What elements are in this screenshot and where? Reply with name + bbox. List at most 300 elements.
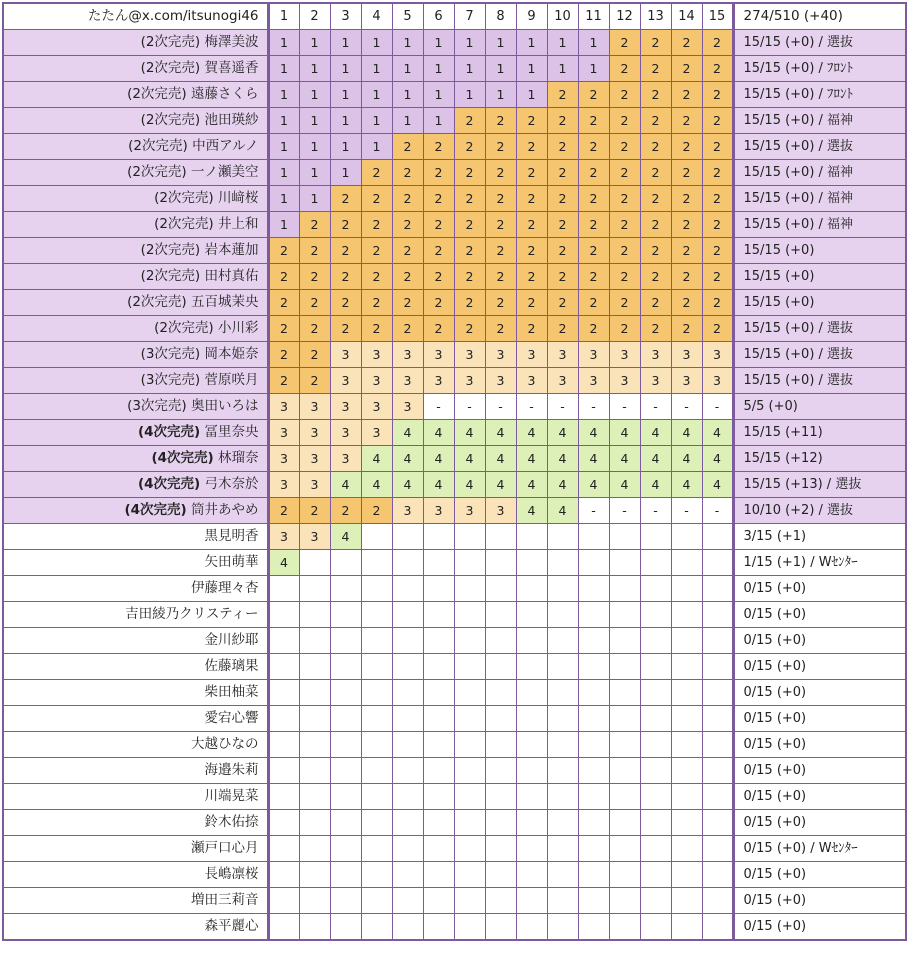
slot-cell: 1: [268, 212, 299, 238]
slot-cell: [268, 576, 299, 602]
slot-cell: 2: [640, 30, 671, 56]
slot-cell: [516, 550, 547, 576]
sold-out-label: (4次完売): [137, 476, 201, 492]
slot-cell: [640, 862, 671, 888]
slot-cell: 2: [547, 212, 578, 238]
slot-cell: [640, 732, 671, 758]
member-name: 矢田萌華: [204, 554, 259, 570]
column-header-11: 11: [578, 3, 609, 30]
table-row: [3, 498, 906, 524]
slot-cell: 2: [547, 82, 578, 108]
slot-cell: 3: [299, 472, 330, 498]
slot-cell: 4: [454, 472, 485, 498]
slot-cell: 1: [516, 82, 547, 108]
slot-cell: 2: [671, 290, 702, 316]
slot-cell: [423, 576, 454, 602]
slot-cell: 2: [609, 134, 640, 160]
slot-cell: 3: [361, 420, 392, 446]
slot-cell: [578, 550, 609, 576]
slot-cell: [392, 758, 423, 784]
slot-cell: 2: [454, 186, 485, 212]
slot-cell: [361, 628, 392, 654]
slot-cell: [640, 706, 671, 732]
member-name-cell: [3, 732, 268, 758]
slot-cell: -: [423, 394, 454, 420]
slot-cell: 1: [268, 186, 299, 212]
header-row: [3, 3, 906, 30]
slot-cell: 3: [299, 420, 330, 446]
slot-cell: 1: [578, 30, 609, 56]
slot-cell: [578, 810, 609, 836]
member-name-cell: [3, 680, 268, 706]
slot-cell: [299, 706, 330, 732]
slot-cell: [392, 628, 423, 654]
slot-cell: 2: [454, 290, 485, 316]
column-header-2: 2: [299, 3, 330, 30]
member-name: 田村真佑: [204, 268, 259, 284]
slot-cell: [640, 628, 671, 654]
slot-cell: [702, 550, 733, 576]
slot-cell: [454, 706, 485, 732]
slot-cell: -: [516, 394, 547, 420]
member-stat: 15/15 (+0): [733, 238, 906, 264]
slot-cell: 2: [330, 498, 361, 524]
slot-cell: 1: [330, 160, 361, 186]
slot-cell: [330, 576, 361, 602]
slot-cell: 4: [454, 420, 485, 446]
slot-cell: 4: [702, 446, 733, 472]
slot-cell: 1: [330, 134, 361, 160]
slot-cell: 2: [671, 316, 702, 342]
slot-cell: [423, 810, 454, 836]
table-row: [3, 628, 906, 654]
slot-cell: 1: [485, 30, 516, 56]
slot-cell: [609, 576, 640, 602]
slot-cell: 1: [454, 30, 485, 56]
slot-cell: [547, 758, 578, 784]
member-name-cell: [3, 342, 268, 368]
slot-cell: [671, 602, 702, 628]
slot-cell: 2: [702, 264, 733, 290]
slot-cell: 2: [516, 212, 547, 238]
slot-cell: 2: [485, 212, 516, 238]
slot-cell: 2: [330, 238, 361, 264]
member-stat: 15/15 (+0) / 福神: [733, 108, 906, 134]
slot-cell: [361, 914, 392, 941]
table-row: [3, 394, 906, 420]
column-header-9: 9: [516, 3, 547, 30]
slot-cell: 2: [330, 290, 361, 316]
slot-cell: [330, 732, 361, 758]
slot-cell: 2: [578, 82, 609, 108]
slot-cell: 4: [516, 498, 547, 524]
slot-cell: [578, 706, 609, 732]
slot-cell: 2: [392, 186, 423, 212]
slot-cell: -: [702, 394, 733, 420]
slot-cell: 4: [671, 446, 702, 472]
slot-cell: 3: [640, 368, 671, 394]
table-row: [3, 420, 906, 446]
slot-cell: 2: [671, 186, 702, 212]
slot-cell: 1: [361, 82, 392, 108]
slot-cell: [702, 706, 733, 732]
table-row: [3, 550, 906, 576]
slot-cell: [392, 810, 423, 836]
slot-cell: [609, 810, 640, 836]
slot-cell: [361, 862, 392, 888]
member-name: 梅澤美波: [204, 34, 259, 50]
slot-cell: [392, 836, 423, 862]
slot-cell: 2: [330, 186, 361, 212]
slot-cell: 2: [640, 160, 671, 186]
slot-cell: 2: [578, 212, 609, 238]
slot-cell: 3: [423, 498, 454, 524]
slot-cell: 2: [330, 212, 361, 238]
sold-out-label: (2次完売): [154, 190, 214, 206]
slot-cell: [578, 654, 609, 680]
slot-cell: [516, 914, 547, 941]
member-stat: 0/15 (+0): [733, 758, 906, 784]
slot-cell: [268, 836, 299, 862]
member-stat: 0/15 (+0): [733, 732, 906, 758]
member-name: 金川紗耶: [204, 632, 259, 648]
slot-cell: [702, 810, 733, 836]
slot-cell: 3: [392, 394, 423, 420]
slot-cell: [299, 784, 330, 810]
slot-cell: 2: [547, 108, 578, 134]
member-name: 中西アルノ: [192, 138, 259, 154]
table-row: [3, 654, 906, 680]
table-row: [3, 758, 906, 784]
slot-cell: 2: [454, 316, 485, 342]
slot-cell: 3: [423, 368, 454, 394]
slot-cell: 3: [330, 368, 361, 394]
table-row: [3, 238, 906, 264]
slot-cell: [299, 758, 330, 784]
slot-cell: [392, 784, 423, 810]
slot-cell: 2: [640, 108, 671, 134]
slot-cell: 2: [268, 238, 299, 264]
table-row: [3, 290, 906, 316]
slot-cell: 2: [609, 186, 640, 212]
slot-cell: 4: [392, 420, 423, 446]
slot-cell: 4: [578, 472, 609, 498]
member-stat: 15/15 (+0) / ﾌﾛﾝﾄ: [733, 56, 906, 82]
slot-cell: [299, 862, 330, 888]
column-header-4: 4: [361, 3, 392, 30]
member-name: 賀喜遥香: [204, 60, 259, 76]
slot-cell: 2: [268, 316, 299, 342]
slot-cell: [423, 524, 454, 550]
member-stat: 0/15 (+0): [733, 862, 906, 888]
slot-cell: [330, 836, 361, 862]
slot-cell: 1: [516, 56, 547, 82]
slot-cell: 1: [299, 108, 330, 134]
member-name: 池田瑛紗: [204, 112, 259, 128]
slot-cell: [485, 628, 516, 654]
slot-cell: [361, 836, 392, 862]
slot-cell: 2: [702, 56, 733, 82]
member-name: 菅原咲月: [204, 372, 259, 388]
slot-cell: 2: [702, 238, 733, 264]
slot-cell: -: [702, 498, 733, 524]
slot-cell: 1: [423, 30, 454, 56]
slot-cell: [609, 524, 640, 550]
sold-out-label: (4次完売): [151, 450, 214, 466]
column-header-8: 8: [485, 3, 516, 30]
slot-cell: [578, 914, 609, 941]
slot-cell: 3: [423, 342, 454, 368]
member-name: 小川彩: [218, 320, 259, 336]
slot-cell: 2: [671, 134, 702, 160]
slot-cell: [516, 888, 547, 914]
slot-cell: [609, 550, 640, 576]
table-row: [3, 472, 906, 498]
slot-cell: [671, 576, 702, 602]
table-row: [3, 576, 906, 602]
slot-cell: 2: [330, 264, 361, 290]
slot-cell: 2: [299, 212, 330, 238]
slot-cell: 2: [578, 238, 609, 264]
slot-cell: 2: [702, 316, 733, 342]
slot-cell: [578, 784, 609, 810]
slot-cell: [547, 888, 578, 914]
slot-cell: 2: [361, 498, 392, 524]
slot-cell: 4: [609, 446, 640, 472]
slot-cell: 3: [578, 342, 609, 368]
sold-out-label: (2次完売): [127, 86, 187, 102]
slot-cell: -: [671, 394, 702, 420]
slot-cell: 4: [268, 550, 299, 576]
slot-cell: [361, 524, 392, 550]
slot-cell: [423, 888, 454, 914]
member-name: 奥田いろは: [191, 398, 259, 414]
member-stat: 15/15 (+0) / 選抜: [733, 342, 906, 368]
member-stat: 0/15 (+0): [733, 680, 906, 706]
slot-cell: 2: [547, 186, 578, 212]
slot-cell: 3: [268, 524, 299, 550]
slot-cell: [547, 706, 578, 732]
slot-cell: [609, 888, 640, 914]
member-name-cell: [3, 654, 268, 680]
slot-cell: [578, 524, 609, 550]
slot-cell: 2: [361, 238, 392, 264]
slot-cell: 2: [423, 238, 454, 264]
slot-cell: 3: [392, 368, 423, 394]
column-header-12: 12: [609, 3, 640, 30]
column-header-14: 14: [671, 3, 702, 30]
slot-cell: -: [578, 498, 609, 524]
member-name: 海邉朱莉: [204, 762, 259, 778]
slot-cell: [361, 602, 392, 628]
member-stat: 15/15 (+0) / 選抜: [733, 30, 906, 56]
member-stat: 15/15 (+0) / 選抜: [733, 134, 906, 160]
slot-cell: [299, 888, 330, 914]
slot-cell: 3: [485, 368, 516, 394]
slot-cell: 2: [702, 134, 733, 160]
sold-out-label: (2次完売): [140, 112, 201, 128]
slot-cell: [609, 602, 640, 628]
slot-cell: [516, 628, 547, 654]
slot-cell: 3: [547, 368, 578, 394]
slot-cell: 1: [361, 108, 392, 134]
slot-cell: [578, 576, 609, 602]
slot-cell: -: [640, 498, 671, 524]
slot-cell: 2: [361, 290, 392, 316]
slot-cell: 3: [299, 394, 330, 420]
slot-cell: 1: [268, 160, 299, 186]
member-name-cell: [3, 186, 268, 212]
slot-cell: [299, 836, 330, 862]
slot-cell: 2: [516, 290, 547, 316]
member-name-cell: [3, 758, 268, 784]
table-row: [3, 82, 906, 108]
slot-cell: 1: [423, 56, 454, 82]
member-name: 冨里奈央: [204, 424, 259, 440]
member-name-cell: [3, 290, 268, 316]
slot-cell: [578, 758, 609, 784]
slot-cell: [299, 576, 330, 602]
table-row: [3, 160, 906, 186]
slot-cell: 4: [640, 446, 671, 472]
member-name: 井上和: [218, 216, 259, 232]
column-header-1: 1: [268, 3, 299, 30]
table-row: [3, 784, 906, 810]
slot-cell: 3: [454, 368, 485, 394]
slot-cell: 2: [702, 108, 733, 134]
slot-cell: [702, 628, 733, 654]
slot-cell: [392, 732, 423, 758]
slot-cell: 2: [671, 264, 702, 290]
slot-cell: [578, 836, 609, 862]
slot-cell: 2: [671, 212, 702, 238]
slot-cell: 2: [423, 316, 454, 342]
member-stat: 5/5 (+0): [733, 394, 906, 420]
slot-cell: 2: [671, 160, 702, 186]
slot-cell: [609, 654, 640, 680]
slot-cell: [485, 524, 516, 550]
slot-cell: [640, 576, 671, 602]
slot-cell: [516, 602, 547, 628]
sold-out-label: (3次完売): [127, 398, 187, 414]
slot-cell: 2: [299, 238, 330, 264]
slot-cell: [578, 602, 609, 628]
slot-cell: [609, 680, 640, 706]
slot-cell: 3: [547, 342, 578, 368]
slot-cell: 2: [268, 498, 299, 524]
slot-cell: 1: [454, 82, 485, 108]
slot-cell: [578, 732, 609, 758]
slot-cell: -: [578, 394, 609, 420]
slot-cell: [671, 758, 702, 784]
slot-cell: [640, 524, 671, 550]
slot-cell: [423, 914, 454, 941]
table-row: [3, 914, 906, 941]
slot-cell: [299, 914, 330, 941]
slot-cell: 1: [392, 30, 423, 56]
slot-cell: [299, 680, 330, 706]
member-name-cell: [3, 264, 268, 290]
slot-cell: 1: [547, 30, 578, 56]
slot-cell: [609, 758, 640, 784]
slot-cell: [702, 888, 733, 914]
slot-cell: 1: [361, 134, 392, 160]
slot-cell: 4: [485, 472, 516, 498]
slot-cell: 3: [392, 498, 423, 524]
slot-cell: 2: [454, 238, 485, 264]
column-header-3: 3: [330, 3, 361, 30]
member-name: 吉田綾乃クリスティー: [125, 606, 259, 622]
slot-cell: 2: [392, 316, 423, 342]
table-row: [3, 836, 906, 862]
member-stat: 15/15 (+0): [733, 290, 906, 316]
slot-cell: [640, 680, 671, 706]
member-stat: 15/15 (+0) / ﾌﾛﾝﾄ: [733, 82, 906, 108]
slot-cell: 1: [361, 56, 392, 82]
slot-cell: 2: [485, 290, 516, 316]
sold-out-label: (2次完売): [140, 268, 201, 284]
slot-cell: [392, 602, 423, 628]
member-name-cell: [3, 212, 268, 238]
slot-cell: [299, 550, 330, 576]
slot-cell: 3: [268, 472, 299, 498]
slot-cell: [423, 628, 454, 654]
slot-cell: 2: [609, 108, 640, 134]
slot-cell: [485, 550, 516, 576]
slot-cell: [454, 758, 485, 784]
slot-cell: 2: [578, 108, 609, 134]
slot-cell: [330, 628, 361, 654]
slot-cell: 1: [392, 82, 423, 108]
slot-cell: 4: [702, 420, 733, 446]
slot-cell: 4: [485, 420, 516, 446]
slot-cell: [547, 602, 578, 628]
slot-cell: 2: [640, 212, 671, 238]
slot-cell: [640, 914, 671, 941]
slot-cell: 4: [423, 420, 454, 446]
member-name-cell: [3, 30, 268, 56]
slot-cell: [268, 732, 299, 758]
slot-cell: 2: [485, 160, 516, 186]
member-name-cell: [3, 550, 268, 576]
slot-cell: 3: [671, 368, 702, 394]
slot-cell: [454, 680, 485, 706]
slot-cell: 1: [299, 160, 330, 186]
slot-cell: 4: [330, 472, 361, 498]
slot-cell: 3: [702, 342, 733, 368]
slot-cell: 2: [516, 108, 547, 134]
member-name: 柴田柚菜: [204, 684, 259, 700]
slot-cell: [361, 550, 392, 576]
slot-cell: 3: [671, 342, 702, 368]
slot-cell: 2: [454, 212, 485, 238]
slot-cell: [516, 732, 547, 758]
slot-cell: 2: [578, 134, 609, 160]
member-name: 長嶋凛桜: [204, 866, 259, 882]
slot-cell: 4: [392, 472, 423, 498]
member-name: 増田三莉音: [191, 892, 259, 908]
slot-cell: -: [485, 394, 516, 420]
member-name: 遠藤さくら: [191, 86, 259, 102]
member-name-cell: [3, 498, 268, 524]
slot-cell: [702, 524, 733, 550]
slot-cell: [547, 862, 578, 888]
member-name-cell: [3, 472, 268, 498]
member-name: 五百城茉央: [191, 294, 259, 310]
slot-cell: [516, 524, 547, 550]
slot-cell: [454, 628, 485, 654]
slot-cell: 3: [330, 420, 361, 446]
